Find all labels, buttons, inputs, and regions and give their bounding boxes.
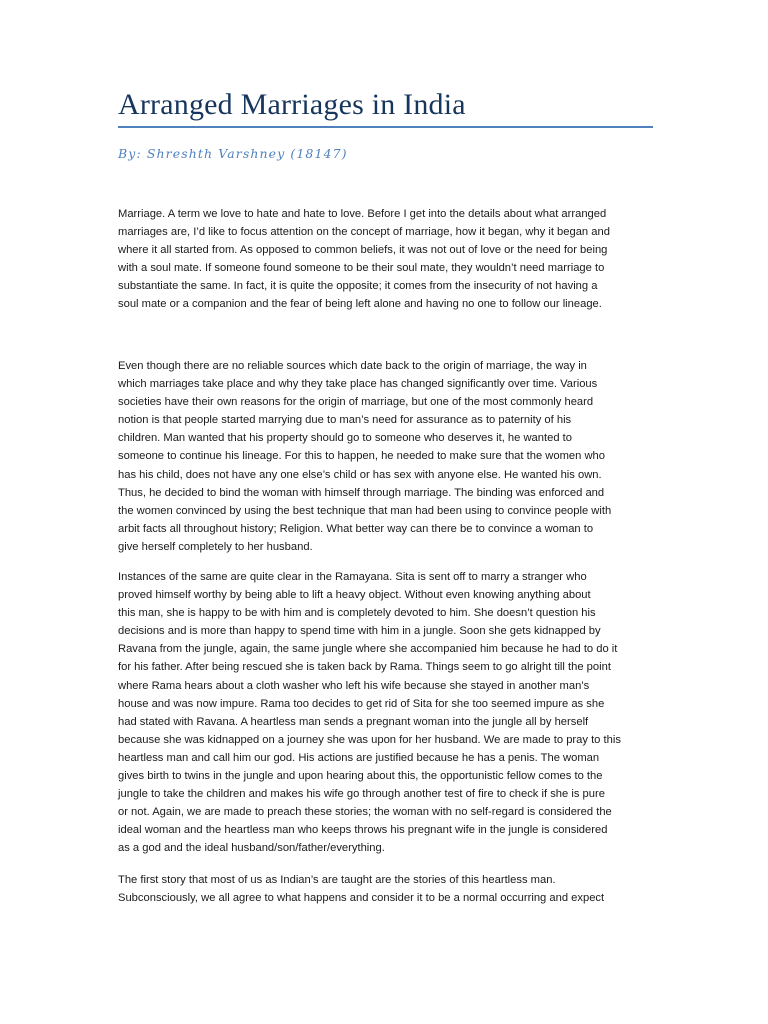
paragraph-3 xyxy=(118,568,658,858)
text-line: Instances of the same are quite clear in the Ramayana. Sita is sent off to marry a stranger who xyxy=(118,571,587,583)
text-line: children. Man wanted that his property should go to someone who deserves it, he wanted to xyxy=(118,432,572,445)
text-line: decisions and is more than happy to spend time with him in a jungle. Soon she gets kidnapped by xyxy=(118,625,601,638)
text-line: for his father. After being rescued she is taken back by Rama. Things seem to go alright till the point xyxy=(118,661,611,674)
text-line: has his child, does not have any one else’s child or has sex with anyone else. He wanted his own. xyxy=(118,468,602,481)
text-line: house and was now impure. Rama too decides to get rid of Sita for she too seemed impure as she xyxy=(118,697,605,710)
text-line: had stated with Ravana. A heartless man sends a pregnant woman into the jungle all by herself xyxy=(118,715,589,728)
text-line: marriages are, I’d like to focus attention on the concept of marriage, how it began, why it began and xyxy=(118,226,610,239)
title-underline xyxy=(118,126,653,128)
document-title: Arranged Marriages in India xyxy=(118,88,466,121)
text-line: because she was kidnapped on a journey she was upon for her husband. We are made to pray to this xyxy=(118,733,621,746)
text-line: Marriage. A term we love to hate and hate to love. Before I get into the details about what arranged xyxy=(118,208,607,220)
text-line: this man, she is happy to be with him and is completely devoted to him. She doesn’t question his xyxy=(118,607,596,620)
text-line: ideal woman and the heartless man who keeps throws his pregnant wife in the jungle is considered xyxy=(118,824,608,837)
text-line: societies have their own reasons for the origin of marriage, but one of the most commonly heard xyxy=(118,396,594,409)
text-line: with a soul mate. If someone found someone to be their soul mate, they wouldn’t need marriage to xyxy=(118,262,605,275)
text-line: gives birth to twins in the jungle and upon hearing about this, the opportunistic fellow comes to the xyxy=(118,770,603,783)
text-line: Ravana from the jungle, again, the same jungle where she accompanied him because he had to do it xyxy=(118,643,618,656)
text-line: where it all started from. As opposed to common beliefs, it was not out of love or the need for being xyxy=(118,244,608,257)
text-line: give herself completely to her husband. xyxy=(118,540,313,553)
text-line: Subconsciously, we all agree to what happens and consider it to be a normal occurring and expect xyxy=(118,892,605,905)
text-line: as a god and the ideal husband/son/father/everything. xyxy=(118,842,385,855)
text-line: where Rama hears about a cloth washer who left his wife because she stayed in another man’s xyxy=(118,679,590,692)
text-line: Even though there are no reliable sources which date back to the origin of marriage, the way in xyxy=(118,360,587,372)
text-line: the women convinced by using the best technique that man had been using to convince people with xyxy=(118,504,612,517)
text-line: which marriages take place and why they take place has changed significantly over time. Various xyxy=(118,378,598,391)
text-line: The first story that most of us as Indian’s are taught are the stories of this heartless man. xyxy=(118,874,556,886)
text-line: jungle to take the children and makes his wife go through another test of fire to check if she is pure xyxy=(118,788,605,801)
text-line: arbit facts all throughout history; Religion. What better way can there be to convince a woman to xyxy=(118,522,594,535)
text-line: notion is that people started marrying due to man’s need for assurance as to paternity of his xyxy=(118,414,572,427)
author-byline: By: Shreshth Varshney (18147) xyxy=(118,146,348,161)
text-line: substantiate the same. In fact, it is quite the opposite; it comes from the insecurity of not having a xyxy=(118,280,598,293)
paragraph-1 xyxy=(118,205,658,314)
paragraph-4 xyxy=(118,871,658,907)
text-line: proved himself worthy by being able to lift a heavy object. Without even knowing anything about xyxy=(118,589,591,602)
text-line: or not. Again, we are made to preach these stories; the woman with no self-regard is considered the xyxy=(118,806,612,819)
text-line: Thus, he decided to bind the woman with himself through marriage. The binding was enforced and xyxy=(118,486,605,499)
text-line: someone to continue his lineage. For this to happen, he needed to make sure that the women who xyxy=(118,450,605,463)
text-line: soul mate or a companion and the fear of being left alone and having no one to follow our lineage. xyxy=(118,298,602,311)
text-line: heartless man and call him our god. His actions are justified because he has a penis. The woman xyxy=(118,751,600,764)
paragraph-2 xyxy=(118,357,658,556)
